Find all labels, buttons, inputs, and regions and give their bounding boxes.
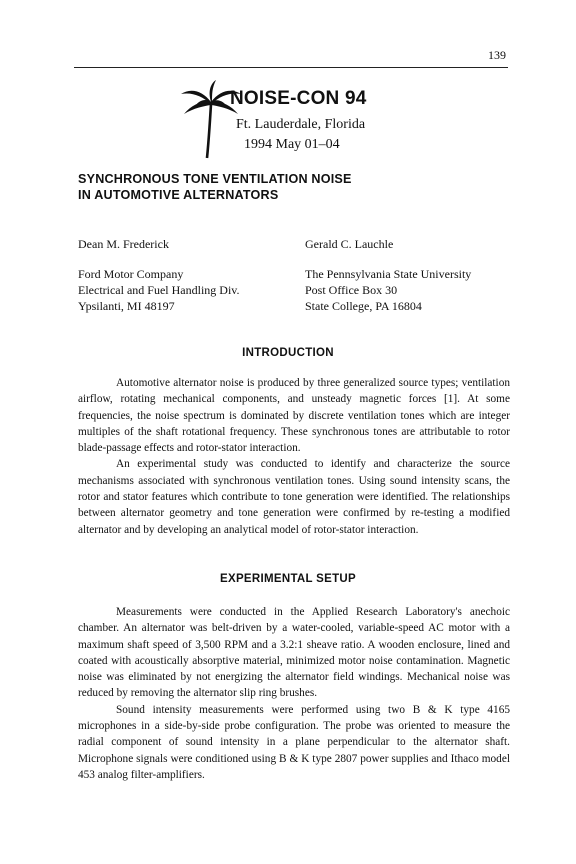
paper-title	[78, 171, 498, 203]
paper-title-line: SYNCHRONOUS TONE VENTILATION NOISE	[78, 172, 352, 186]
author-block	[305, 236, 471, 314]
section-heading: INTRODUCTION	[242, 347, 334, 359]
author-name: Gerald C. Lauchle	[305, 237, 394, 251]
author-affiliation-line: The Pennsylvania State University	[305, 267, 472, 281]
paragraph: Measurements were conducted in the Applied Research Laboratory's anechoic chamber. An alternator was belt-driven by a water-cooled, variable-speed AC motor with a maximum shaft speed of 3,500 RPM and a 3.2:1 sheave ratio. A wooden enclosure, lined and coated with acoustically absorptive material, minimized motor noise contamination. Magnetic noise was eliminated by not energizing the alternator field windings. Mechanical noise was reduced by removing the alternator slip ring brushes.	[78, 606, 510, 700]
section-heading: EXPERIMENTAL SETUP	[220, 573, 356, 585]
conference-name: NOISE-CON 94	[230, 88, 367, 109]
paragraph: An experimental study was conducted to identify and characterize the source mechanisms associated with synchronous ventilation tones. Using sound intensity scans, the rotor and stator features which contribute to tone generation were identified. The relationships between alternator geometry and tone generation were confirmed by re-testing a modified alternator and by developing an analytical model of rotor-stator interaction.	[78, 458, 510, 536]
paragraph: Automotive alternator noise is produced by three generalized source types; ventilation airflow, rotating mechanical components, and unsteady magnetic forces [1]. At some frequencies, the noise spectrum is dominated by discrete ventilation tones which are integer multiples of the shaft rotational frequency. These synchronous tones are attributable to rotor blade-passage effects and rotor-stator interaction.	[78, 377, 510, 455]
page-number: 139	[488, 48, 506, 62]
conference-location: Ft. Lauderdale, Florida	[236, 117, 366, 132]
author-block	[78, 236, 240, 314]
conference-date: 1994 May 01–04	[244, 137, 340, 152]
author-affiliation-line: Ypsilanti, MI 48197	[78, 299, 175, 313]
author-name: Dean M. Frederick	[78, 237, 169, 251]
paragraph: Sound intensity measurements were performed using two B & K type 4165 microphones in a side-by-side probe configuration. The probe was oriented to measure the radial component of sound intensity in a plane perpendicular to the alternator shaft. Microphone signals were conditioned using B & K type 2807 power supplies and Ithaco model 453 analog filter-amplifiers.	[78, 703, 510, 781]
header-rule	[74, 67, 508, 68]
paper-title-line: IN AUTOMOTIVE ALTERNATORS	[78, 188, 279, 202]
section-body	[78, 604, 510, 783]
section-body	[78, 375, 510, 538]
author-affiliation-line: Electrical and Fuel Handling Div.	[78, 283, 240, 297]
author-affiliation-line: Post Office Box 30	[305, 283, 398, 297]
author-affiliation-line: State College, PA 16804	[305, 299, 422, 313]
author-affiliation-line: Ford Motor Company	[78, 267, 184, 281]
